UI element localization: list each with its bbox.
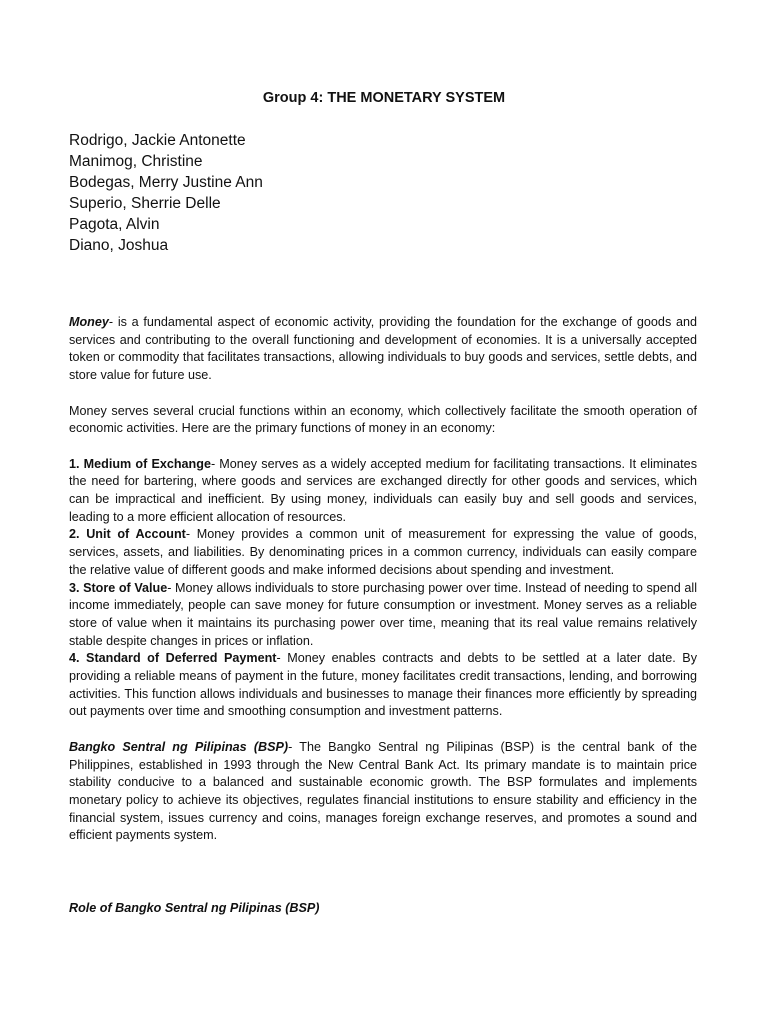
role-heading: Role of Bangko Sentral ng Pilipinas (BSP) [69, 901, 320, 915]
bsp-paragraph [69, 739, 697, 845]
functions-intro: Money serves several crucial functions within an economy, which collectively facilitate the smooth operation of economic activities. Here are the primary functions of money in an economy: [69, 403, 697, 436]
function-text: - Money enables contracts and debts to be settled at a later date. By providing a reliable means of payment in the future, money facilitates credit transactions, lending, and borrowing activities. This function allows individuals and businesses to manage their finances more efficiently by spreading out payments over time and smoothing consumption and investment patterns. [69, 651, 697, 719]
author-name: Bodegas, Merry Justine Ann [69, 174, 263, 191]
function-term: 1. Medium of Exchange [69, 456, 211, 471]
author-name: Superio, Sherrie Delle [69, 195, 221, 212]
author-name: Rodrigo, Jackie Antonette [69, 132, 246, 149]
function-text: - Money allows individuals to store purchasing power over time. Instead of needing to spend all income immediately, people can save money for future consumption or investment. Money serves as a reliable store of value when it maintains its purchasing power over time, meaning that its real value remains relatively stable despite changes in prices or inflation. [69, 580, 697, 648]
function-term: 2. Unit of Account [69, 527, 186, 542]
function-item [69, 580, 697, 651]
function-term: 3. Store of Value [69, 580, 168, 595]
bsp-term: Bangko Sentral ng Pilipinas (BSP) [69, 739, 289, 754]
document-body [69, 314, 697, 845]
author-name: Manimog, Christine [69, 153, 203, 170]
function-item [69, 526, 697, 579]
author-list [69, 130, 263, 256]
money-definition: - is a fundamental aspect of economic activity, providing the foundation for the exchange of goods and services and contributing to the overall functioning and development of economies. It is a universally accepted token or commodity that facilitates transactions, allowing individuals to buy goods and services, settle debts, and store value for future use. [69, 315, 697, 383]
function-text: - Money provides a common unit of measurement for expressing the value of goods, services, assets, and liabilities. By denominating prices in a common currency, individuals can easily compare the relative value of different goods and make informed decisions about spending and investment. [69, 527, 697, 577]
function-text: - Money serves as a widely accepted medium for facilitating transactions. It eliminates the need for bartering, where goods and services are exchanged directly for other goods and services, which can be impractical and inefficient. By using money, individuals can easily buy and sell goods and services, leading to a more efficient allocation of resources. [69, 456, 697, 524]
author-name: Pagota, Alvin [69, 216, 160, 233]
function-item [69, 456, 697, 527]
money-term: Money [69, 315, 109, 329]
document-title: Group 4: THE MONETARY SYSTEM [262, 90, 506, 106]
author-name: Diano, Joshua [69, 237, 169, 254]
function-item [69, 650, 697, 721]
money-paragraph [69, 314, 697, 385]
function-term: 4. Standard of Deferred Payment [69, 651, 277, 666]
bsp-definition: - The Bangko Sentral ng Pilipinas (BSP) is the central bank of the Philippines, established in 1993 through the New Central Bank Act. Its primary mandate is to maintain price stability conducive to a balanced and sustainable economic growth. The BSP formulates and implements monetary policy to achieve its objectives, regulates financial institutions to ensure stability and efficiency in the financial system, issues currency and coins, manages foreign exchange reserves, and promotes a sound and efficient payments system. [69, 739, 697, 843]
